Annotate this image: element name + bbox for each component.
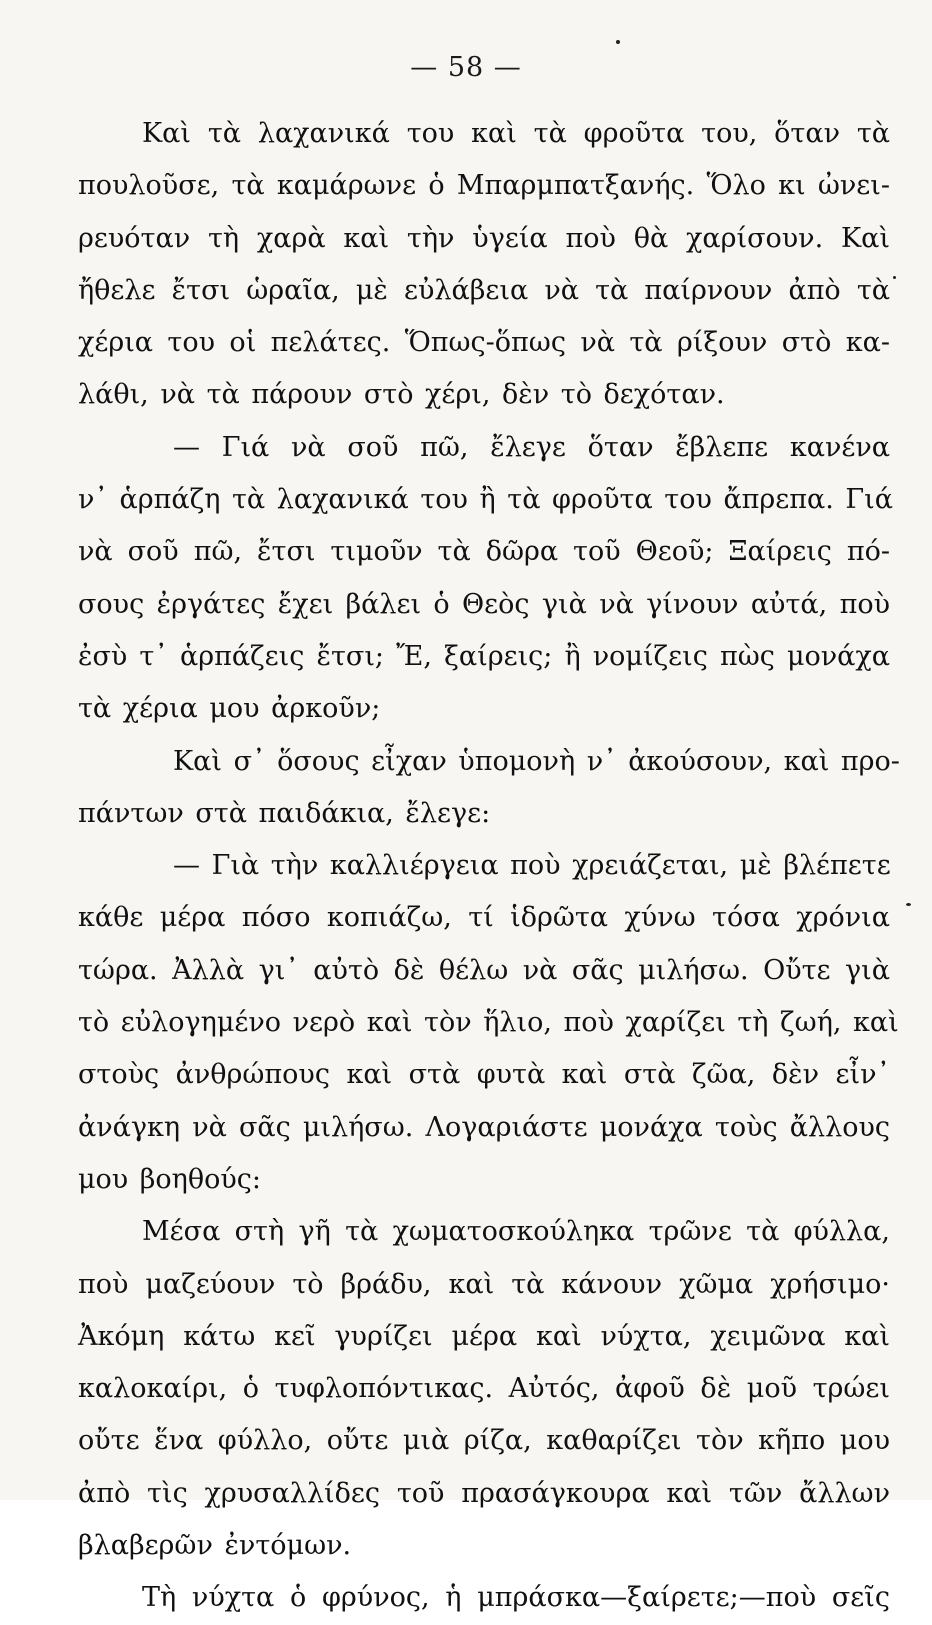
text-line: βλαβερῶν ἐντόμων. <box>78 1530 352 1562</box>
text-line: — Γιά νὰ σοῦ πῶ, ἔλεγε ὅταν ἔβλεπε κανένα <box>173 431 890 463</box>
text-line: οὔτε ἕνα φύλλο, οὔτε μιὰ ρίζα, καθαρίζει τὸν κῆπο μου <box>78 1425 890 1457</box>
text-line: κάθε μέρα πόσο κοπιάζω, τί ἱδρῶτα χύνω τόσα χρόνια <box>78 902 890 934</box>
text-line: ποὺ μαζεύουν τὸ βράδυ, καὶ τὰ κάνουν χῶμα χρήσιμο· <box>78 1268 890 1300</box>
text-line: ἀπὸ τὶς χρυσαλλίδες τοῦ πρασάγκουρα καὶ τῶν ἄλλων <box>78 1477 890 1509</box>
text-line: ρευόταν τὴ χαρὰ καὶ τὴν ὑγεία ποὺ θὰ χαρίσουν. Καὶ <box>78 222 890 254</box>
print-speck <box>616 40 620 44</box>
body-text <box>78 108 900 1625</box>
print-speck <box>893 276 896 279</box>
text-line: τώρα. Ἀλλὰ γι᾽ αὐτὸ δὲ θέλω νὰ σᾶς μιλήσω. Οὔτε γιὰ <box>78 954 890 986</box>
text-line: ν᾽ ἁρπάζη τὰ λαχανικά του ἢ τὰ φροῦτα του ἄπρεπα. Γιά <box>78 484 893 516</box>
text-line: ἐσὺ τ᾽ ἁρπάζεις ἔτσι; Ἔ, ξαίρεις; ἢ νομίζεις πὼς μονάχα <box>78 640 890 672</box>
text-line: νὰ σοῦ πῶ, ἔτσι τιμοῦν τὰ δῶρα τοῦ Θεοῦ; Ξαίρεις πό- <box>78 536 890 568</box>
page-number: — 58 — <box>410 52 522 83</box>
print-speck <box>906 903 911 906</box>
text-line: ἤθελε ἔτσι ὡραῖα, μὲ εὐλάβεια νὰ τὰ παίρνουν ἀπὸ τὰ <box>78 274 890 306</box>
text-line: Καὶ σ᾽ ὅσους εἶχαν ὑπομονὴ ν᾽ ἀκούσουν, καὶ προ- <box>173 745 900 777</box>
text-line: χέρια του οἱ πελάτες. Ὅπως-ὅπως νὰ τὰ ρίξουν στὸ κα- <box>78 327 890 359</box>
text-line: σους ἐργάτες ἔχει βάλει ὁ Θεὸς γιὰ νὰ γίνουν αὐτά, ποὺ <box>78 588 890 620</box>
text-line: λάθι, νὰ τὰ πάρουν στὸ χέρι, δὲν τὸ δεχόταν. <box>78 379 725 411</box>
text-line: πουλοῦσε, τὰ καμάρωνε ὁ Μπαρμπατξανής. Ὅλο κι ὠνει- <box>78 170 890 202</box>
text-line: πάντων στὰ παιδάκια, ἔλεγε: <box>78 797 491 829</box>
text-line: τὸ εὐλογημένο νερὸ καὶ τὸν ἥλιο, ποὺ χαρίζει τὴ ζωή, καὶ <box>78 1007 899 1039</box>
text-line: Μέσα στὴ γῆ τὰ χωματοσκούληκα τρῶνε τὰ φύλλα, <box>142 1216 890 1248</box>
text-line: στοὺς ἀνθρώπους καὶ στὰ φυτὰ καὶ στὰ ζῶα, δὲν εἶν᾽ <box>78 1059 890 1091</box>
text-line: τὰ χέρια μου ἀρκοῦν; <box>78 693 381 725</box>
text-line: — Γιὰ τὴν καλλιέργεια ποὺ χρειάζεται, μὲ βλέπετε <box>173 850 891 882</box>
text-line: Καὶ τὰ λαχανικά του καὶ τὰ φροῦτα του, ὅταν τὰ <box>142 118 890 149</box>
text-line: καλοκαίρι, ὁ τυφλοπόντικας. Αὐτός, ἀφοῦ δὲ μοῦ τρώει <box>78 1373 890 1405</box>
text-line: μου βοηθούς: <box>78 1163 261 1195</box>
text-line: Ἀκόμη κάτω κεῖ γυρίζει μέρα καὶ νύχτα, χειμῶνα καὶ <box>78 1320 890 1352</box>
text-line: ἀνάγκη νὰ σᾶς μιλήσω. Λογαριάστε μονάχα τοὺς ἄλλους <box>78 1111 890 1143</box>
text-line: Τὴ νύχτα ὁ φρύνος, ἡ μπράσκα—ξαίρετε;—ποὺ σεῖς <box>142 1582 890 1614</box>
